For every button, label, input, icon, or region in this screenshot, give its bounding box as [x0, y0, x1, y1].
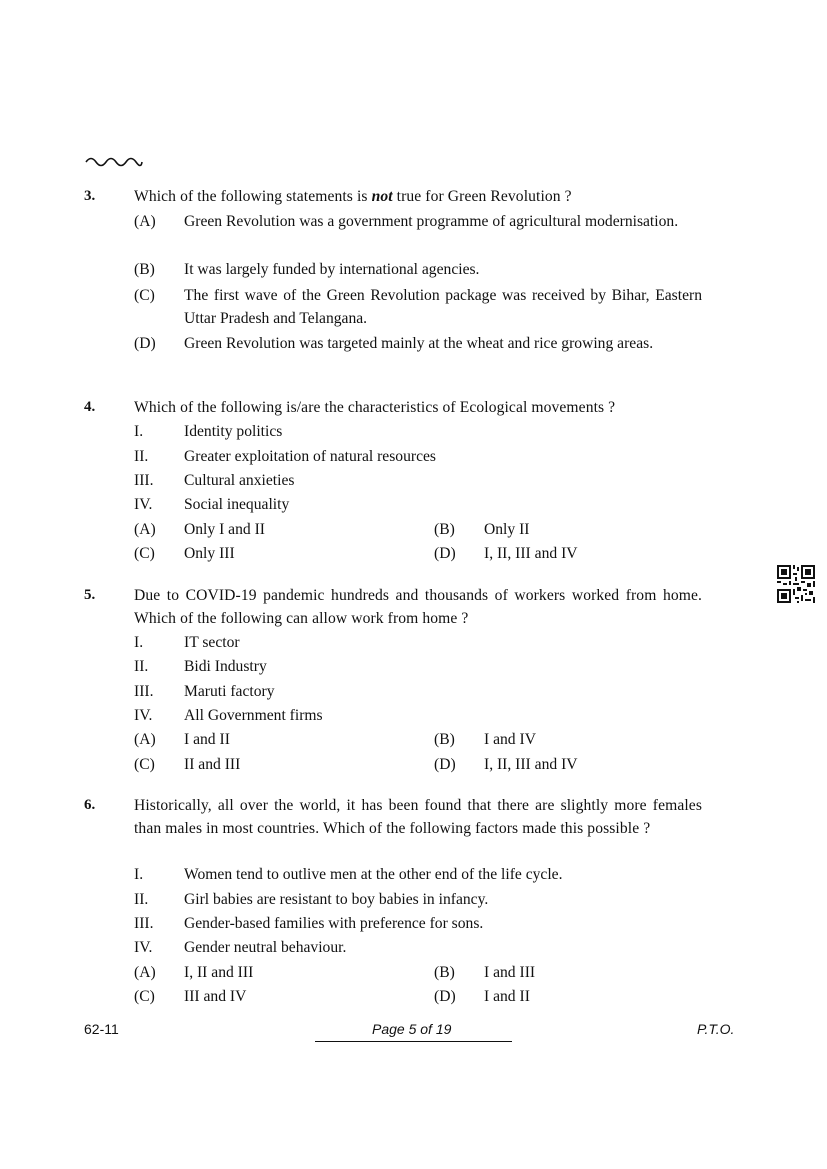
item-text: Social inequality [184, 496, 290, 513]
option-label: (C) [134, 756, 155, 773]
option-text: Only I and II [184, 521, 265, 538]
option-label: (A) [134, 213, 156, 230]
option-text: Only III [184, 545, 235, 562]
footer-divider [315, 1041, 512, 1042]
option-text: I and IV [484, 731, 536, 748]
question-4-text: Which of the following is/are the characteristics of Ecological movements ? [134, 399, 616, 416]
option-label: (A) [134, 964, 156, 981]
item-label: I. [134, 634, 144, 651]
item-label: III. [134, 472, 154, 489]
question-3-text [134, 186, 702, 209]
item-label: II. [134, 448, 149, 465]
option-text: I and II [184, 731, 230, 748]
option-text: I and II [484, 988, 530, 1005]
option-text: III and IV [184, 988, 247, 1005]
item-label: II. [134, 891, 149, 908]
page-number: Page 5 of 19 [372, 1021, 452, 1037]
option-label: (B) [434, 731, 455, 748]
option-text: I, II and III [184, 964, 254, 981]
item-text: Greater exploitation of natural resources [184, 448, 436, 465]
option-text: Green Revolution was a government programme of agricultural modernisation. [184, 213, 679, 230]
question-3-text-part: true for Green Revolution ? [392, 188, 572, 205]
item-text: Identity politics [184, 423, 283, 440]
item-text: All Government firms [184, 707, 323, 724]
item-label: IV. [134, 939, 153, 956]
option-text: Only II [484, 521, 530, 538]
question-5-number: 5. [84, 587, 96, 603]
tilde-wave-icon [84, 152, 144, 170]
option-label: (D) [434, 988, 456, 1005]
qr-code-icon [777, 565, 815, 603]
option-label: (D) [134, 335, 156, 352]
option-label: (B) [434, 521, 455, 538]
item-text: Gender-based families with preference for sons. [184, 915, 484, 932]
item-text: Women tend to outlive men at the other end of the life cycle. [184, 866, 563, 883]
item-label: I. [134, 423, 144, 440]
item-label: III. [134, 683, 154, 700]
option-text: I, II, III and IV [484, 545, 578, 562]
option-text: Green Revolution was targeted mainly at the wheat and rice growing areas. [184, 335, 654, 352]
question-6-text: Historically, all over the world, it has been found that there are slightly more females than males in most countries. Which of the following factors made this possible ? [134, 797, 702, 837]
option-label: (C) [134, 287, 155, 304]
item-text: Gender neutral behaviour. [184, 939, 347, 956]
item-text: Maruti factory [184, 683, 275, 700]
item-label: I. [134, 866, 144, 883]
paper-code: 62-11 [84, 1021, 119, 1037]
option-label: (A) [134, 521, 156, 538]
item-text: Girl babies are resistant to boy babies in infancy. [184, 891, 489, 908]
item-text: Bidi Industry [184, 658, 267, 675]
item-label: III. [134, 915, 154, 932]
question-3-number: 3. [84, 188, 96, 204]
option-text: I, II, III and IV [484, 756, 578, 773]
option-label: (C) [134, 988, 155, 1005]
question-5-text: Due to COVID-19 pandemic hundreds and thousands of workers worked from home. Which of the following can allow work from home ? [134, 587, 702, 627]
option-text: II and III [184, 756, 241, 773]
option-label: (A) [134, 731, 156, 748]
option-label: (C) [134, 545, 155, 562]
item-text: Cultural anxieties [184, 472, 295, 489]
option-text: The first wave of the Green Revolution package was received by Bihar, Eastern Uttar Pradesh and Telangana. [184, 287, 702, 327]
option-label: (B) [134, 261, 155, 278]
option-label: (D) [434, 756, 456, 773]
option-label: (D) [434, 545, 456, 562]
item-label: IV. [134, 707, 153, 724]
question-3-emphasis: not [371, 188, 393, 205]
item-label: IV. [134, 496, 153, 513]
item-text: IT sector [184, 634, 240, 651]
option-text: It was largely funded by international agencies. [184, 261, 480, 278]
option-text: I and III [484, 964, 536, 981]
item-label: II. [134, 658, 149, 675]
option-label: (B) [434, 964, 455, 981]
question-4-number: 4. [84, 399, 96, 415]
question-6-number: 6. [84, 797, 96, 813]
pto-label: P.T.O. [697, 1021, 735, 1037]
question-3-text-part: Which of the following statements is [134, 188, 372, 205]
